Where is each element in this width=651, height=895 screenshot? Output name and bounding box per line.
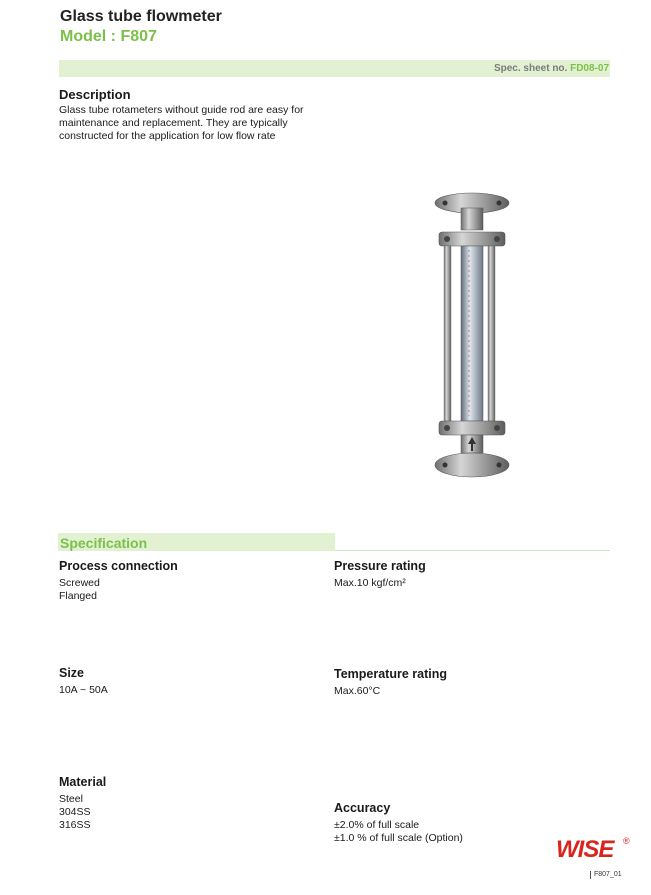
specification-heading: Specification — [60, 535, 148, 551]
spec-value: Flanged — [59, 590, 97, 602]
flowmeter-product-image — [425, 188, 520, 483]
spec-value: Steel — [59, 793, 83, 805]
temperature-rating-heading: Temperature rating — [334, 667, 447, 681]
page-id: F807_01 — [594, 871, 622, 878]
description-heading: Description — [59, 87, 131, 102]
spec-temperature-rating — [334, 667, 447, 698]
material-heading: Material — [59, 775, 107, 789]
spec-pressure-rating — [334, 559, 426, 590]
spec-material — [59, 775, 106, 832]
spec-value: Max.10 kgf/cm² — [334, 577, 406, 589]
specification-rule — [335, 550, 610, 551]
wise-logo: WISE — [556, 836, 614, 863]
description-line: maintenance and replacement. They are typically — [59, 117, 288, 129]
spec-size — [59, 666, 108, 697]
spec-value: ±1.0 % of full scale (Option) — [334, 832, 463, 844]
document-title: Glass tube flowmeter — [60, 8, 222, 25]
spec-value: 316SS — [59, 819, 91, 831]
process-connection-heading: Process connection — [59, 559, 178, 573]
size-heading: Size — [59, 666, 85, 680]
accuracy-heading: Accuracy — [334, 801, 391, 815]
description-text — [59, 104, 329, 143]
spec-sheet-number — [494, 63, 609, 74]
model-title: Model : F807 — [60, 28, 157, 45]
spec-value: ±2.0% of full scale — [334, 819, 420, 831]
spec-value: Max.60°C — [334, 685, 381, 697]
pressure-rating-heading: Pressure rating — [334, 559, 426, 573]
description-line: constructed for the application for low flow rate — [59, 130, 276, 142]
page-id-divider — [590, 871, 591, 879]
description-line: Glass tube rotameters without guide rod are easy for — [59, 104, 304, 116]
spec-accuracy — [334, 801, 463, 845]
registered-mark: ® — [623, 836, 630, 846]
spec-process-connection — [59, 559, 178, 603]
spec-sheet-value: FD08-07 — [570, 63, 609, 74]
spec-value: Screwed — [59, 577, 100, 589]
spec-sheet-label: Spec. sheet no. — [493, 63, 568, 74]
spec-value: 304SS — [59, 806, 91, 818]
spec-value: 10A ~ 50A — [59, 684, 108, 696]
